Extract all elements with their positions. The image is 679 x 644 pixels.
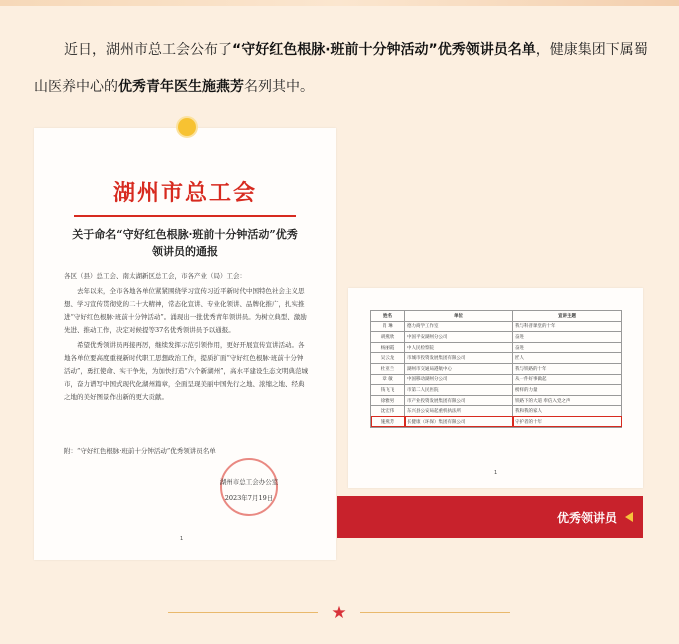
document-paragraph-1: 去年以来，全市各地各单位紧紧围绕学习宣传习近平新时代中国特色社会主义思想、学习宣传贯彻党的二十大精神，常态化宣讲、专业化领讲、品牌化推广，扎实推进“守好红色根脉·班前十分钟活动”。涌现出一批优秀青年领讲员。为树立典型、激励先进、推动工作，决定对候提等37名优秀领讲员予以通报。 [64, 287, 307, 334]
cell-unit: 德力商学工作室 [405, 321, 513, 332]
cell-unit: 东兴县公安局起重机执法所 [405, 406, 513, 417]
star-icon: ★ [331, 603, 347, 623]
cell-name: 杨丽霞 [371, 342, 405, 353]
cell-unit: 市城市投资发展集团有限公司 [405, 353, 513, 364]
cell-topic: 奋进 [513, 342, 622, 353]
footer-divider-left [168, 612, 318, 613]
cell-unit: 市产业投资发展集团有限公司 [405, 395, 513, 406]
letterhead-rule [74, 215, 296, 217]
table-row [371, 395, 622, 406]
cell-unit: 市第二人民医院 [405, 385, 513, 396]
cell-topic: 我与铁路的十年 [513, 363, 622, 374]
notice-document-image [34, 128, 336, 560]
name-list-table-image [348, 288, 643, 488]
table-row [371, 363, 622, 374]
cell-unit: 中国平安湖州分公司 [405, 332, 513, 343]
intro-text-1: 近日，湖州市总工会公布了 [64, 42, 232, 58]
document-title-line2: 领讲员的通报 [152, 245, 218, 258]
banner-label: 优秀领讲员 [556, 510, 617, 525]
cell-topic: 榜样的力量 [513, 385, 622, 396]
document-signer: 湖州市总工会办公室 [219, 478, 279, 486]
cell-name: 吴云龙 [371, 353, 405, 364]
document-page-number: 1 [180, 536, 184, 542]
document-date: 2023年7月19日 [224, 494, 274, 502]
cell-topic: 我与科普课堂的十年 [513, 321, 622, 332]
table-row [371, 321, 622, 332]
document-salutation: 各区（县）总工会、南太湖新区总工会，市各产业（局）工会： [64, 272, 246, 280]
table-header: 单位 [405, 311, 513, 322]
intro-text-2: ，健康集团下属蜀山医养中心的 [34, 42, 648, 95]
cell-topic: 匠人 [513, 353, 622, 364]
cell-unit: 湖州市交通局港航中心 [405, 363, 513, 374]
document-title [64, 226, 306, 260]
cell-unit: 中国移动湖州分公司 [405, 374, 513, 385]
cell-name: 杜亚兰 [371, 363, 405, 374]
award-banner [337, 496, 643, 538]
pin-icon [178, 118, 196, 136]
document-signature [194, 474, 304, 506]
document-body [64, 270, 308, 406]
table-row [371, 342, 622, 353]
table-row [371, 374, 622, 385]
cell-topic: 从一件好事做起 [513, 374, 622, 385]
intro-text-3: 名列其中。 [244, 79, 314, 95]
cell-name: 沈宏伟 [371, 406, 405, 417]
table-header: 宣讲主题 [513, 311, 622, 322]
intro-highlight-list: “守好红色根脉·班前十分钟活动”优秀领讲员名单 [232, 42, 536, 58]
intro-paragraph [34, 32, 649, 106]
document-letterhead: 湖州市总工会 [112, 180, 257, 206]
table-row [371, 406, 622, 417]
cell-unit: 中人民检察院 [405, 342, 513, 353]
intro-highlight-doctor: 优秀青年医生施燕芳 [118, 79, 244, 95]
cell-topic: 守护者的十年 [513, 416, 622, 427]
document-title-line1: 关于命名“守好红色根脉·班前十分钟活动”优秀 [72, 228, 298, 241]
footer-divider-right [360, 612, 510, 613]
table-row [371, 332, 622, 343]
triangle-pointer-icon [625, 512, 633, 522]
table-row [371, 385, 622, 396]
table-page-number: 1 [494, 470, 498, 476]
document-paragraph-2: 希望优秀领讲员再接再厉，继续发挥示范引领作用，更好开展宣传宣讲活动。各地各单位要高度重视新时代职工思想政治工作，提质扩面“守好红色根脉·班前十分钟活动”，勇扛使命、实干争先，为加快打造“六个新湖州”，高水平建设生态文明典范城市，奋力谱写中国式现代化湖州篇章，全面呈现美丽中国先行之地、浓缩之地、经典之地的美好图景作出新的更大贡献。 [64, 341, 308, 401]
cell-topic: 奋进 [513, 332, 622, 343]
cell-topic: 铁路下的大道 奉信入党之声 [513, 395, 622, 406]
document-annex: 附：“守好红色根脉·班前十分钟活动”优秀领讲员名单 [64, 447, 216, 455]
cell-name: 施燕芳 [371, 416, 405, 427]
cell-name: 章 敏 [371, 374, 405, 385]
cell-topic: 我和我的家人 [513, 406, 622, 417]
cell-name: 钱飞飞 [371, 385, 405, 396]
table-row [371, 353, 622, 364]
cell-unit: 长健康（环保）集团有限公司 [405, 416, 513, 427]
cell-name: 徐雅男 [371, 395, 405, 406]
cell-name: 胡燕欣 [371, 332, 405, 343]
name-list-table [370, 310, 622, 428]
cell-name: 肖 琳 [371, 321, 405, 332]
highlighted-table-row [371, 416, 622, 427]
top-decoration-strip [0, 0, 679, 6]
table-header: 姓名 [371, 311, 405, 322]
